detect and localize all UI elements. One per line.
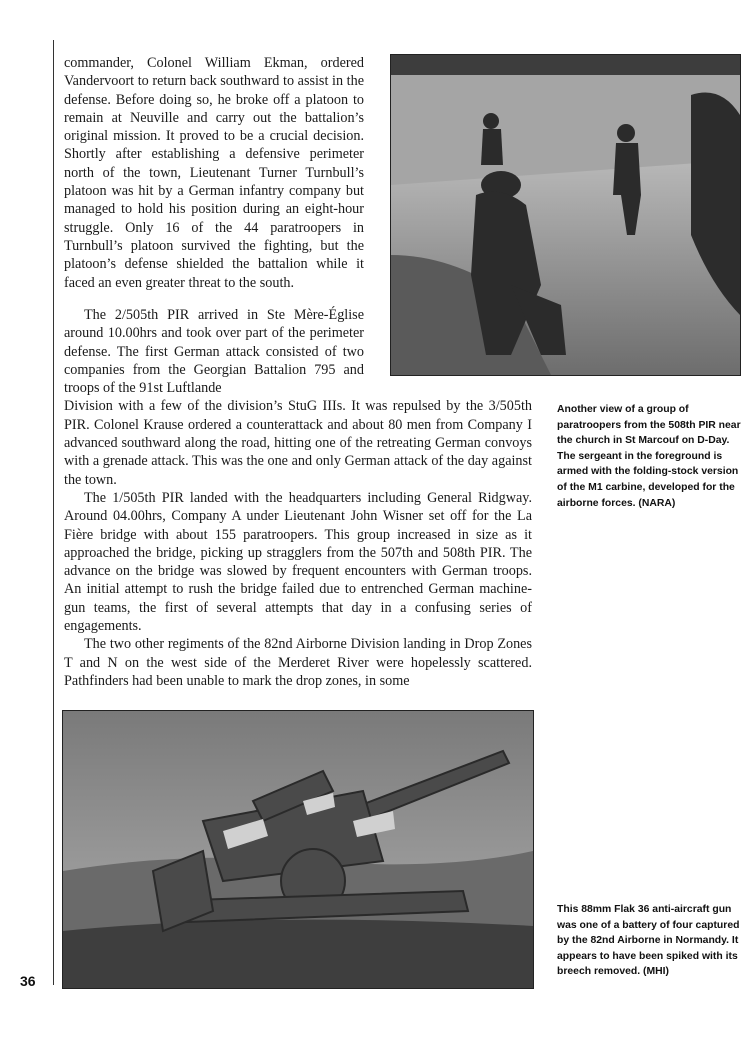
body-paragraph-3: The 1/505th PIR landed with the headquarters including General Ridgway. Around 04.00hrs, Company A under Lieutenant John Wisner set off for the La Fière bridge with about 155 paratroopers. This group increased in size as it approached the bridge, picking up stragglers from the 507th and 508th PIR. The advance on the bridge was slowed by frequent encounters with German troops. An initial attempt to rush the bridge failed due to entrenched German machine-gun teams, the first of several attempts that day in a confusing series of engagements.	[64, 489, 532, 635]
body-paragraph-4: The two other regiments of the 82nd Airborne Division landing in Drop Zones T and N on the west side of the Merderet River were hopelessly scattered. Pathfinders had been unable to mark the drop zones, in some	[64, 636, 532, 689]
body-paragraph-2-narrow: The 2/505th PIR arrived in Ste Mère-Église around 10.00hrs and took over part of the perimeter defense. The first German attack consisted of two companies from the Georgian Battalion 795 and troops of the 91st Luftlande	[64, 307, 364, 397]
page-number: 36	[20, 973, 36, 989]
photo2-caption: This 88mm Flak 36 anti-aircraft gun was one of a battery of four captured by the 82nd Airborne in Normandy. It appears to have been spiked with its breech removed. (MHI)	[557, 904, 740, 978]
margin-rule	[53, 40, 54, 985]
body-paragraph-1: commander, Colonel William Ekman, ordered Vandervoort to return back southward to assist in the defense. Before doing so, he broke off a platoon to remain at Neuville and carry out the battalion’s original mission. It proved to be a crucial decision. Shortly after establishing a defensive perimeter north of the town, Lieutenant Turner Turnbull’s platoon was hit by a German infantry company but managed to hold his position during an eight-hour struggle. Only 16 of the 44 paratroopers in Turnbull’s platoon survived the fighting, but the platoon’s defense shielded the battalion while it faced an even greater threat to the south.	[64, 55, 364, 291]
photo1-caption: Another view of a group of paratroopers from the 508th PIR near the church in St Marcouf on D-Day. The sergeant in the foreground is armed with the folding-stock version of the M1 carbine, developed for the airborne forces. (NARA)	[557, 404, 741, 509]
body-paragraph-2-wide: Division with a few of the division’s StuG IIIs. It was repulsed by the 3/505th PIR. Colonel Krause ordered a counterattack and about 80 men from Company I advanced southward along the road, hitting one of the retreating German convoys with a grenade attack. This was the one and only German attack of the day against the town.	[64, 398, 532, 488]
paratroopers-photo	[390, 54, 741, 376]
paratroopers-photo-image	[391, 55, 740, 375]
flak-gun-photo	[62, 710, 534, 989]
flak-gun-photo-image	[63, 711, 533, 988]
